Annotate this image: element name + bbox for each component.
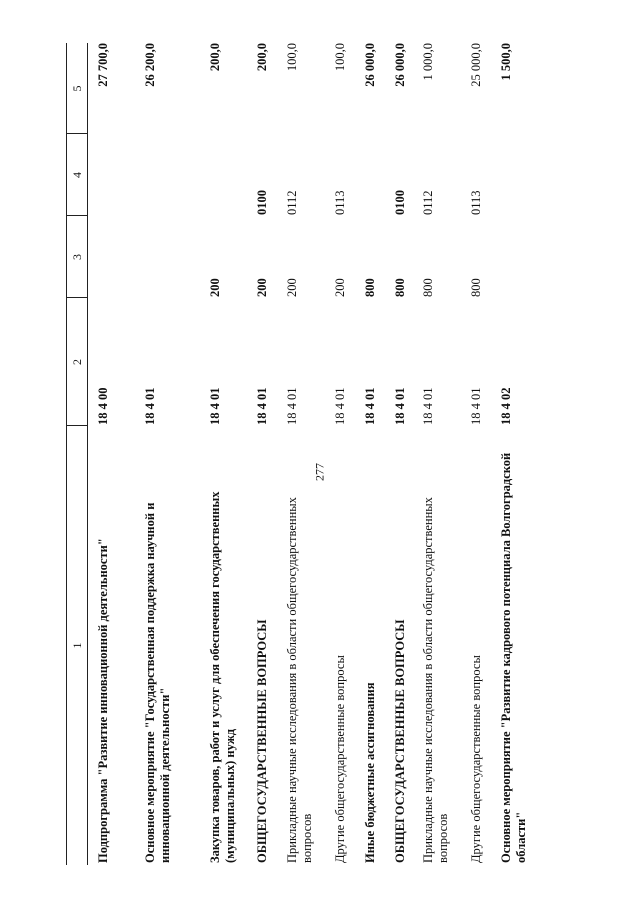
row-code: 18 4 01: [469, 387, 483, 425]
row-sum: 26 000,0: [363, 43, 377, 87]
table-header: [66, 43, 88, 865]
row-code: 18 4 01: [421, 387, 435, 425]
row-name: Основное мероприятие "Развитие кадрового потенциала Волгоградской области": [499, 452, 528, 863]
row-code: 18 4 01: [393, 387, 407, 425]
row-name: Основное мероприятие "Государственная поддержка научной и инновационной деятельности": [143, 502, 172, 863]
header-col-5: 5: [70, 85, 84, 92]
row-sum: 100,0: [285, 43, 299, 72]
row-rz: 0113: [469, 190, 483, 215]
row-sum: 200,0: [208, 43, 222, 72]
header-col-3: 3: [70, 254, 84, 260]
row-code: 18 4 01: [208, 387, 222, 425]
row-vr: 200: [333, 278, 347, 297]
row-name: ОБЩЕГОСУДАРСТВЕННЫЕ ВОПРОСЫ: [255, 619, 269, 863]
row-name: Прикладные научные исследования в области общегосударственных вопросов: [285, 497, 314, 863]
row-vr: 800: [393, 278, 407, 297]
row-vr: 200: [285, 278, 299, 297]
row-sum: 26 200,0: [143, 43, 157, 87]
row-sum: 100,0: [333, 43, 347, 72]
row-name: Другие общегосударственные вопросы: [469, 655, 483, 863]
page-number: 277: [312, 463, 327, 481]
row-vr: 800: [421, 278, 435, 297]
row-code: 18 4 01: [255, 387, 269, 425]
row-sum: 200,0: [255, 43, 269, 72]
row-sum: 1 500,0: [499, 43, 513, 81]
header-col-1: 1: [70, 642, 84, 649]
row-name: Прикладные научные исследования в области общегосударственных вопросов: [421, 497, 450, 863]
row-rz: 0100: [255, 190, 269, 215]
row-code: 18 4 01: [143, 387, 157, 425]
header-col-2: 2: [70, 359, 84, 365]
row-sum: 1 000,0: [421, 43, 435, 81]
row-sum: 25 000,0: [469, 43, 483, 87]
row-rz: 0113: [333, 190, 347, 215]
row-vr: 800: [363, 278, 377, 297]
header-col-4: 4: [70, 172, 84, 178]
row-code: 18 4 01: [333, 387, 347, 425]
row-code: 18 4 00: [96, 387, 110, 425]
row-code: 18 4 01: [285, 387, 299, 425]
row-sum: 27 700,0: [96, 43, 110, 87]
row-code: 18 4 01: [363, 387, 377, 425]
row-rz: 0112: [421, 190, 435, 215]
budget-table: [66, 43, 528, 865]
row-vr: 200: [255, 278, 269, 297]
row-name: Закупка товаров, работ и услуг для обеспечения государственных (муниципальных) нужд: [208, 491, 237, 863]
row-rz: 0112: [285, 190, 299, 215]
row-sum: 26 000,0: [393, 43, 407, 87]
row-name: ОБЩЕГОСУДАРСТВЕННЫЕ ВОПРОСЫ: [393, 619, 407, 863]
row-vr: 200: [208, 278, 222, 297]
row-rz: 0100: [393, 190, 407, 215]
row-name: Другие общегосударственные вопросы: [333, 655, 347, 863]
row-name: Подпрограмма "Развитие инновационной деятельности": [96, 538, 110, 863]
row-vr: 800: [469, 278, 483, 297]
row-code: 18 4 02: [499, 387, 513, 425]
row-name: Иные бюджетные ассигнования: [363, 682, 377, 863]
